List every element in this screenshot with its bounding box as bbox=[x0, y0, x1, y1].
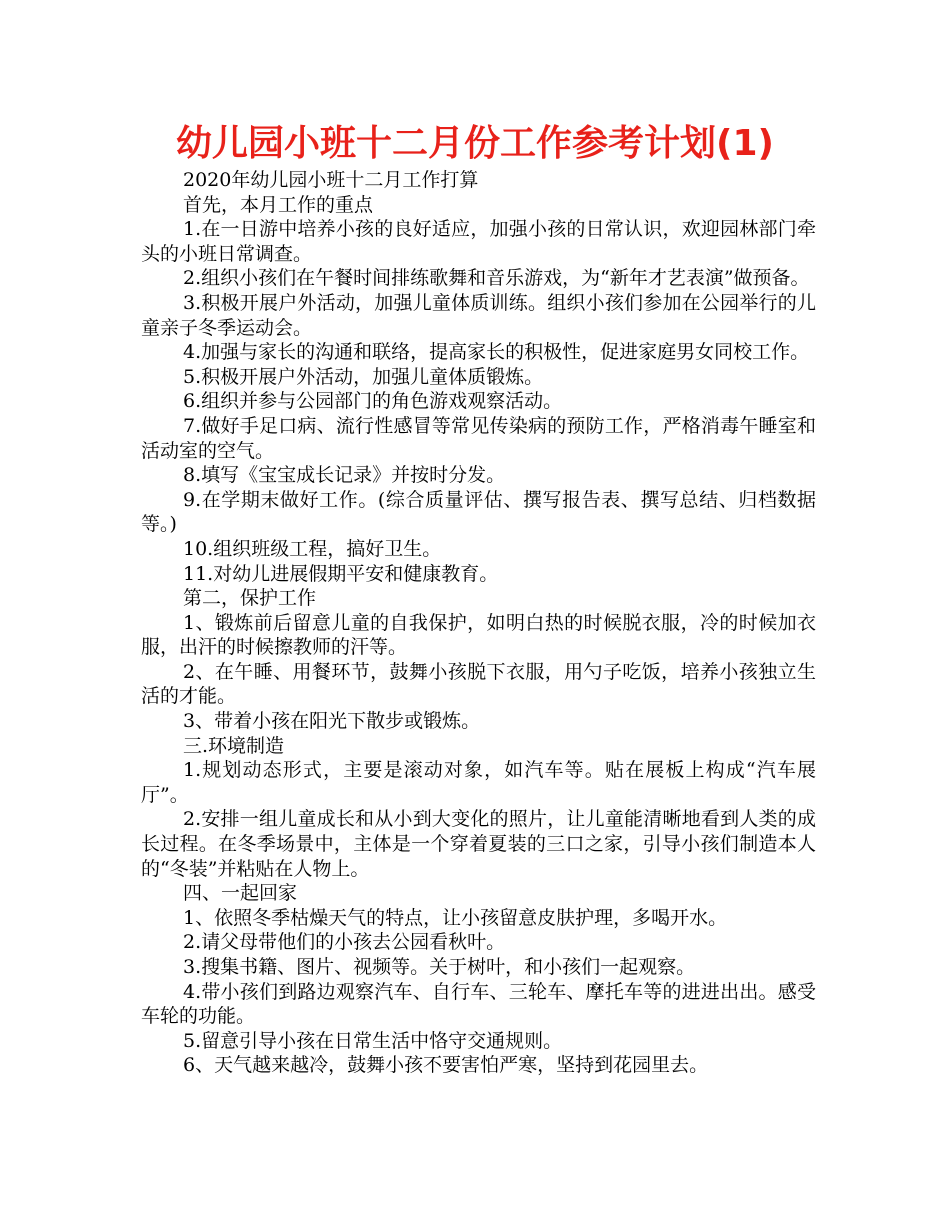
section-heading: 四、一起回家 bbox=[183, 882, 298, 905]
list-item: 4.加强与家长的沟通和联络，提高家长的积极性，促进家庭男女同校工作。 bbox=[183, 341, 810, 364]
list-item: 3.积极开展户外活动，加强儿童体质训练。组织小孩们参加在公园举行的儿童亲子冬季运动会。 bbox=[141, 291, 816, 339]
document-body bbox=[141, 168, 816, 1078]
list-item: 2、在午睡、用餐环节，鼓舞小孩脱下衣服，用勺子吃饭，培养小孩独立生活的才能。 bbox=[141, 660, 816, 708]
list-item: 2.安排一组儿童成长和从小到大变化的照片，让儿童能清晰地看到人类的成长过程。在冬季场景中，主体是一个穿着夏装的三口之家，引导小孩们制造本人的“冬装”并粘贴在人物上。 bbox=[141, 808, 816, 880]
list-item: 1、锻炼前后留意儿童的自我保护，如明白热的时候脱衣服，冷的时候加衣服，出汗的时候擦教师的汗等。 bbox=[141, 611, 816, 659]
list-item: 3.搜集书籍、图片、视频等。关于树叶，和小孩们一起观察。 bbox=[183, 956, 696, 978]
section-heading: 三.环境制造 bbox=[183, 734, 285, 757]
section-heading: 第二，保护工作 bbox=[183, 587, 317, 610]
list-item: 1、依照冬季枯燥天气的特点，让小孩留意皮肤护理，多喝开水。 bbox=[183, 906, 728, 929]
list-item: 10.组织班级工程，搞好卫生。 bbox=[183, 537, 442, 560]
list-item: 1.规划动态形式，主要是滚动对象，如汽车等。贴在展板上构成“汽车展厅”。 bbox=[141, 759, 816, 806]
list-item: 11.对幼儿进展假期平安和健康教育。 bbox=[183, 562, 499, 585]
list-item: 6、天气越来越冷，鼓舞小孩不要害怕严寒，坚持到花园里去。 bbox=[183, 1054, 709, 1077]
list-item: 1.在一日游中培养小孩的良好适应，加强小孩的日常认识，欢迎园林部门牵头的小班日常调查。 bbox=[141, 218, 816, 265]
list-item: 5.积极开展户外活动，加强儿童体质锻炼。 bbox=[183, 365, 544, 388]
list-item: 4.带小孩们到路边观察汽车、自行车、三轮车、摩托车等的进进出出。感受车轮的功能。 bbox=[141, 980, 816, 1028]
list-item: 3、带着小孩在阳光下散步或锻炼。 bbox=[183, 710, 481, 733]
document-title: 幼儿园小班十二月份工作参考计划(1) bbox=[176, 123, 774, 164]
list-item: 2.请父母带他们的小孩去公园看秋叶。 bbox=[183, 931, 506, 954]
list-item: 7.做好手足口病、流行性感冒等常见传染病的预防工作，严格消毒午睡室和活动室的空气。 bbox=[141, 414, 816, 462]
section-heading: 首先，本月工作的重点 bbox=[183, 193, 374, 216]
paragraph: 2020年幼儿园小班十二月工作打算 bbox=[183, 169, 479, 191]
list-item: 8.填写《宝宝成长记录》并按时分发。 bbox=[183, 464, 506, 487]
list-item: 6.组织并参与公园部门的角色游戏观察活动。 bbox=[183, 390, 563, 413]
list-item: 2.组织小孩们在午餐时间排练歌舞和音乐游戏，为“新年才艺表演”做预备。 bbox=[183, 267, 810, 290]
list-item: 9.在学期末做好工作。(综合质量评估、撰写报告表、撰写总结、归档数据等。) bbox=[141, 488, 816, 536]
list-item: 5.留意引导小孩在日常生活中恪守交通规则。 bbox=[183, 1029, 563, 1052]
